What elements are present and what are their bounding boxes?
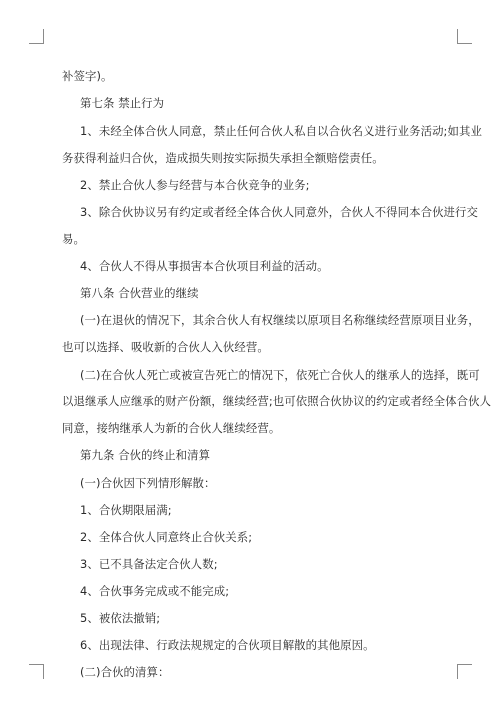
list-item: 5、被依法撤销;	[80, 611, 161, 625]
crop-mark-top-left	[29, 29, 44, 44]
crop-mark-bottom-right	[457, 664, 472, 679]
paragraph-line: 以退继承人应继承的财产份额，继续经营;也可依照合伙协议的约定或者经全体合伙人	[62, 394, 492, 408]
paragraph-line: (二)在合伙人死亡或被宣告死亡的情况下，依死亡合伙人的继承人的选择，既可	[80, 368, 480, 382]
crop-mark-bottom-left	[29, 664, 44, 679]
paragraph-line: 务获得利益归合伙，造成损失则按实际损失承担全额赔偿责任。	[62, 151, 384, 165]
article-heading: 第九条 合伙的终止和清算	[80, 448, 211, 462]
paragraph-line: 也可以选择、吸收新的合伙人入伙经营。	[62, 340, 269, 354]
list-item: 6、出现法律、行政法规规定的合伙项目解散的其他原因。	[80, 638, 375, 652]
paragraph-line: 易。	[62, 232, 85, 246]
paragraph-line: (一)合伙因下列情形解散：	[80, 476, 216, 490]
paragraph-line: 3、除合伙协议另有约定或者经全体合伙人同意外，合伙人不得同本合伙进行交	[80, 205, 479, 219]
paragraph-line: 补签字)。	[62, 69, 113, 83]
list-item: 2、全体合伙人同意终止合伙关系;	[80, 530, 253, 544]
paragraph-line: 2、禁止合伙人参与经营与本合伙竞争的业务;	[80, 178, 310, 192]
paragraph-line: 4、合伙人不得从事损害本合伙项目利益的活动。	[80, 259, 329, 273]
paragraph-line: (一)在退伙的情况下，其余合伙人有权继续以原项目名称继续经营原项目业务，	[80, 313, 480, 327]
paragraph-line: 1、未经全体合伙人同意，禁止任何合伙人私自以合伙名义进行业务活动;如其业	[80, 124, 482, 138]
crop-mark-top-right	[457, 29, 472, 44]
article-heading: 第八条 合伙营业的继续	[80, 286, 199, 300]
paragraph-line: 同意，接纳继承人为新的合伙人继续经营。	[62, 421, 281, 435]
list-item: 4、合伙事务完成或不能完成;	[80, 584, 230, 598]
paragraph-line: (二)合伙的清算：	[80, 665, 170, 679]
article-heading: 第七条 禁止行为	[80, 96, 165, 110]
list-item: 1、合伙期限届满;	[80, 503, 172, 517]
list-item: 3、已不具备法定合伙人数;	[80, 557, 218, 571]
